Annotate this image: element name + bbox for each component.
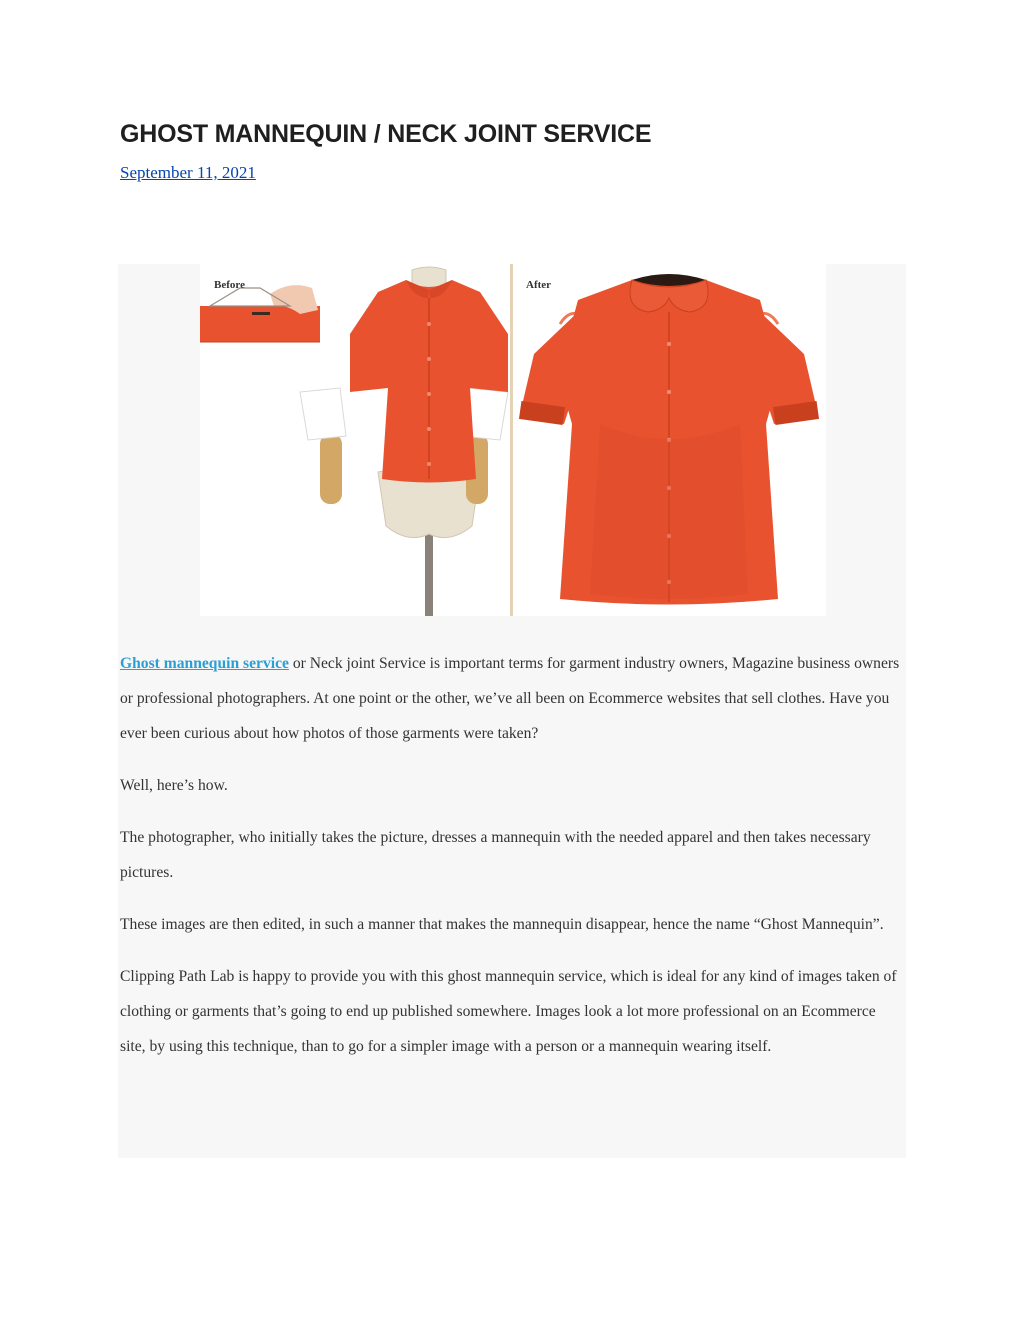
- paragraph-3: The photographer, who initially takes the picture, dresses a mannequin with the needed apparel and then takes necessary pictures.: [120, 829, 871, 881]
- paragraph-4: These images are then edited, in such a manner that makes the mannequin disappear, hence the name “Ghost Mannequin”.: [120, 916, 884, 933]
- article-title: GHOST MANNEQUIN / NECK JOINT SERVICE: [120, 120, 652, 148]
- paragraph-intro-text: or Neck joint Service is important terms for garment industry owners, Magazine business owners or professional photographers. At one point or the other, we’ve all been on Ecommerce websites that sell clothes. Have you ever been curious about how photos of those garments were taken?: [120, 655, 900, 742]
- before-label: Before: [214, 279, 245, 291]
- paragraph-5: Clipping Path Lab is happy to provide you with this ghost mannequin service, which is ideal for any kind of images taken of clothing or garments that’s going to end up published somewhere. Images look a lot more professional on an Ecommerce site, by using this technique, than to go for a simpler image with a person or a mannequin wearing itself.: [120, 968, 897, 1055]
- before-panel: [200, 267, 508, 616]
- paragraph-intro: [120, 646, 900, 751]
- after-label: After: [526, 279, 552, 291]
- article-content: [120, 646, 900, 1081]
- before-after-image: [200, 264, 826, 616]
- ghost-mannequin-service-link[interactable]: Ghost mannequin service: [120, 655, 289, 672]
- paragraph-2: Well, here’s how.: [120, 777, 228, 794]
- before-after-illustration: [200, 264, 826, 616]
- image-divider: [510, 264, 513, 616]
- article-date-link[interactable]: September 11, 2021: [120, 163, 256, 182]
- after-panel: [519, 274, 819, 605]
